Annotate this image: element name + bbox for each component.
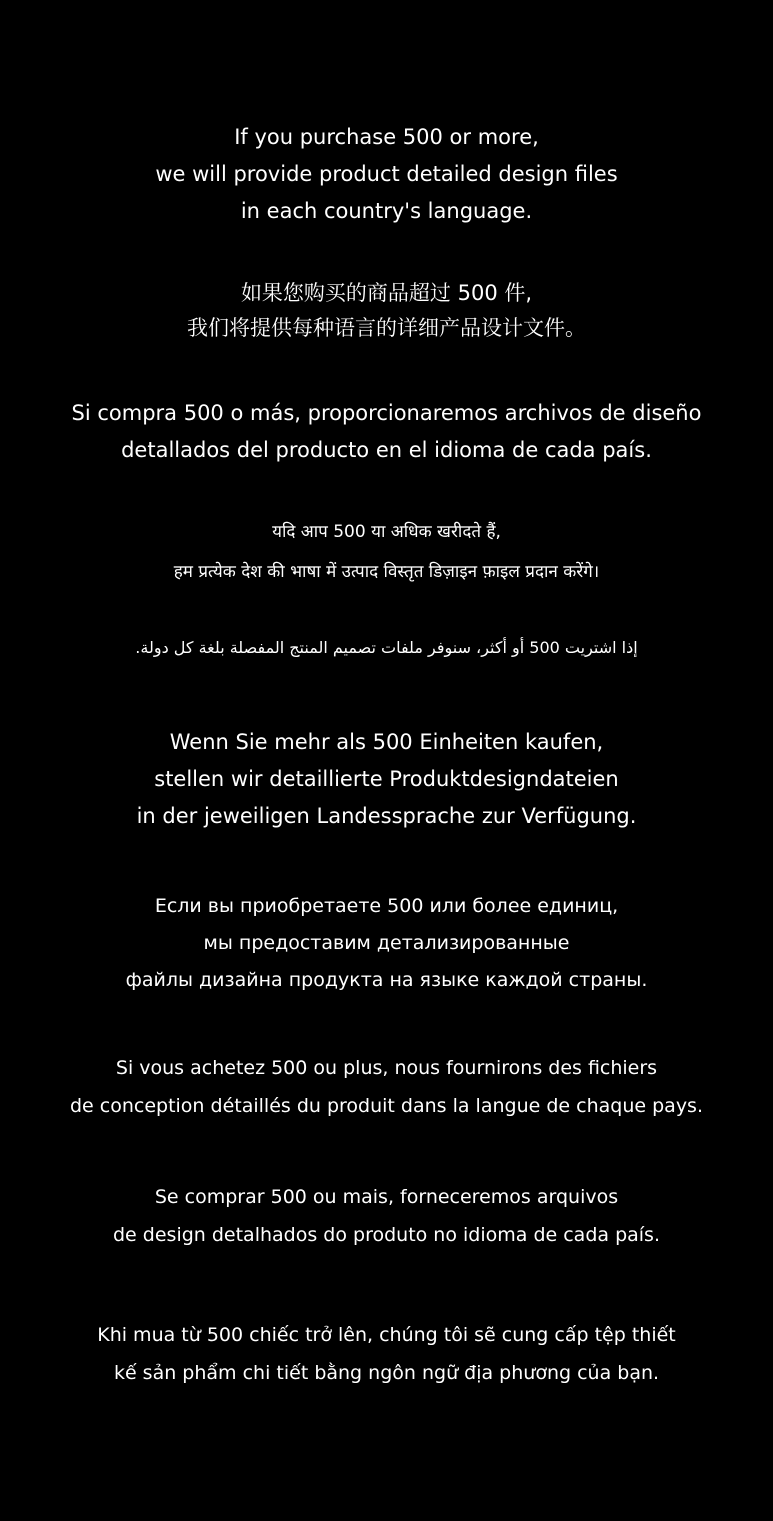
english-notice-line-3: in each country's language. xyxy=(240,199,533,223)
chinese-notice-line-2: 我们将提供每种语言的详细产品设计文件。 xyxy=(187,316,586,340)
spanish-notice xyxy=(0,395,773,469)
english-notice xyxy=(0,119,773,230)
russian-notice-line-1: Если вы приобретаете 500 или более единиц, xyxy=(154,895,619,917)
hindi-notice-line-1: यदि आप 500 या अधिक खरीदते हैं, xyxy=(272,522,501,542)
portuguese-notice-line-1: Se comprar 500 ou mais, forneceremos arquivos xyxy=(154,1186,619,1208)
spanish-notice-line-1: Si compra 500 o más, proporcionaremos archivos de diseño xyxy=(71,401,702,425)
french-notice-line-2: de conception détaillés du produit dans la langue de chaque pays. xyxy=(69,1095,703,1117)
chinese-notice-line-1: 如果您购买的商品超过 500 件, xyxy=(240,281,533,305)
portuguese-notice-line-2: de design detalhados do produto no idioma de cada país. xyxy=(113,1224,660,1246)
vietnamese-notice xyxy=(0,1316,773,1392)
chinese-notice xyxy=(0,276,773,346)
russian-notice-line-2: мы предоставим детализированные xyxy=(203,932,570,954)
german-notice-line-1: Wenn Sie mehr als 500 Einheiten kaufen, xyxy=(169,730,604,754)
german-notice xyxy=(0,724,773,835)
arabic-notice-line-1: إذا اشتريت 500 أو أكثر، سنوفر ملفات تصميم المنتج المفصلة بلغة كل دولة. xyxy=(135,638,638,657)
russian-notice-line-3: файлы дизайна продукта на языке каждой страны. xyxy=(125,969,648,991)
arabic-notice xyxy=(0,631,773,665)
hindi-notice-line-2: हम प्रत्येक देश की भाषा में उत्पाद विस्तृत डिज़ाइन फ़ाइल प्रदान करेंगे। xyxy=(173,562,600,582)
portuguese-notice xyxy=(0,1178,773,1254)
german-notice-line-3: in der jeweiligen Landessprache zur Verfügung. xyxy=(136,804,637,828)
english-notice-line-2: we will provide product detailed design files xyxy=(155,162,618,186)
vietnamese-notice-line-1: Khi mua từ 500 chiếc trở lên, chúng tôi sẽ cung cấp tệp thiết xyxy=(97,1324,676,1346)
french-notice-line-1: Si vous achetez 500 ou plus, nous fournirons des fichiers xyxy=(115,1057,658,1079)
vietnamese-notice-line-2: kế sản phẩm chi tiết bằng ngôn ngữ địa phương của bạn. xyxy=(113,1362,660,1384)
russian-notice xyxy=(0,888,773,999)
english-notice-line-1: If you purchase 500 or more, xyxy=(234,125,539,149)
german-notice-line-2: stellen wir detaillierte Produktdesigndateien xyxy=(154,767,619,791)
french-notice xyxy=(0,1049,773,1125)
spanish-notice-line-2: detallados del producto en el idioma de cada país. xyxy=(121,438,652,462)
hindi-notice xyxy=(0,512,773,592)
